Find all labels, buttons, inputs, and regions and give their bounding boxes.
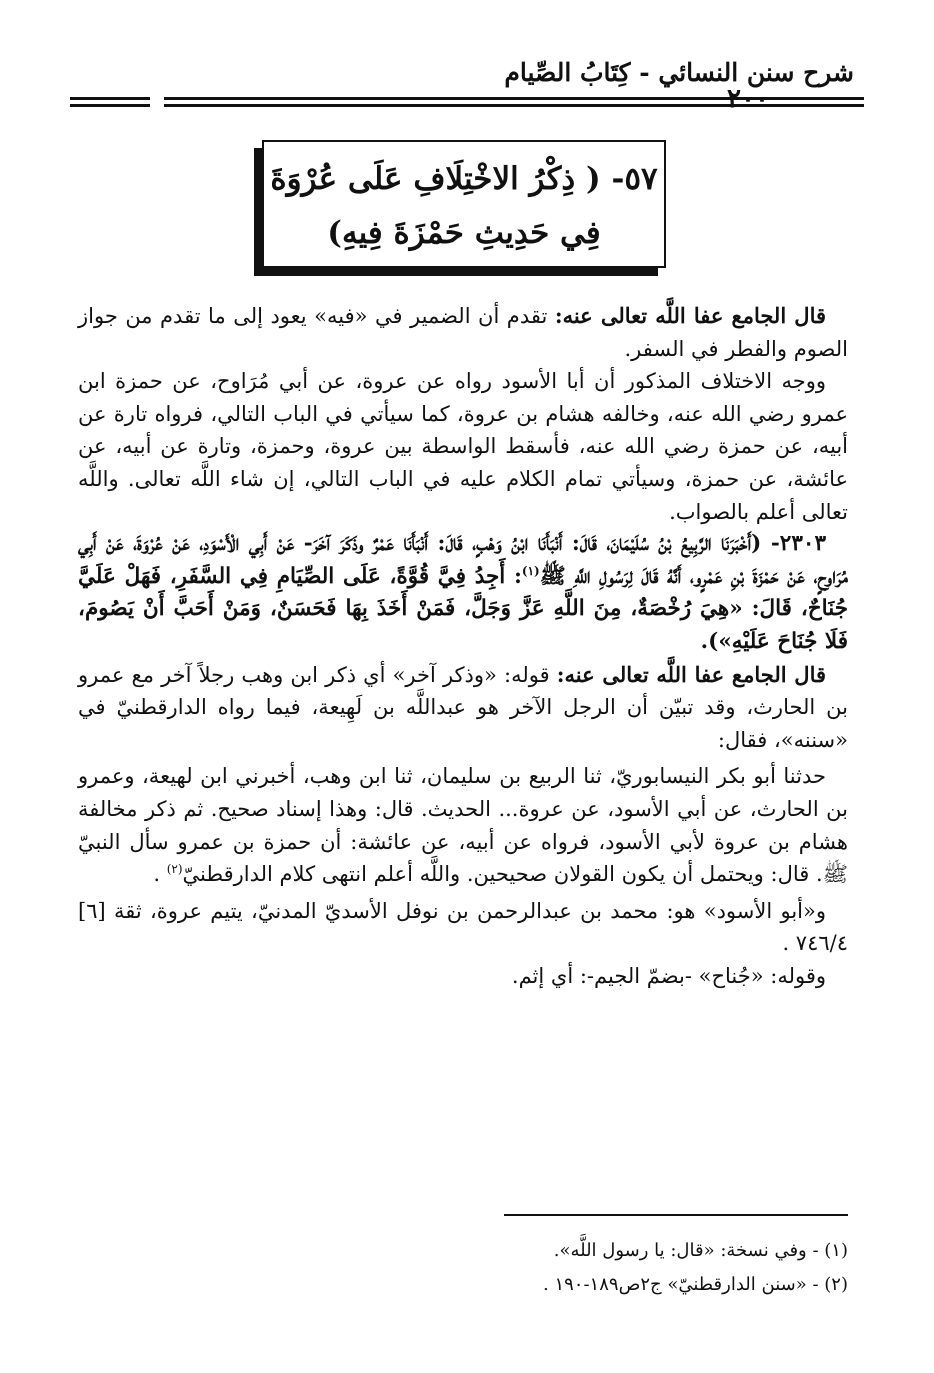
running-title: شرح سنن النسائي - كِتَابُ الصِّيام	[504, 58, 854, 87]
hadith-text-continued: : أَجِدُ فِيَّ قُوَّةً، عَلَى الصِّيَامِ فِي السَّفَرِ، فَهَلْ عَلَيَّ جُنَاحٌ، قَالَ: «هِيَ رُخْصَةٌ، مِنَ اللَّهِ عَزَّ وَجَلَّ، فَمَنْ أَخَذَ بِهَا فَحَسَنٌ، وَمَنْ أَحَبَّ أَنْ يَصُومَ، فَلَا جُنَاحَ عَلَيْهِ»).	[78, 563, 848, 654]
chapter-title-line-1: ٥٧- ( ذِكْرُ الاخْتِلَافِ عَلَى عُرْوَةَ	[270, 161, 658, 197]
author-lead-2: قال الجامع عفا اللَّه تعالى عنه:	[556, 661, 827, 687]
footnote-separator	[504, 1214, 848, 1216]
header-rule-left	[70, 97, 150, 105]
paragraph-5: و«أبو الأسود» هو: محمد بن عبدالرحمن بن نوفل الأسديّ المدنيّ، يتيم عروة، ثقة [٦] ٧٤٦/٤ .	[78, 898, 848, 956]
paragraph-3-text: قوله: «وذكر آخر» أي ذكر ابن وهب رجلاً آخر مع عمرو بن الحارث، وقد تبيّن أن الرجل الآخر هو عبداللَّه بن لَهِيعة، فيما رواه الدارقطنيّ في «سننه»، فقال:	[78, 662, 848, 752]
paragraph-3	[78, 659, 848, 757]
footnote-1: (١) - وفي نسخة: «قال: يا رسول اللَّه».	[553, 1240, 848, 1261]
author-lead: قال الجامع عفا اللَّه تعالى عنه:	[554, 303, 827, 328]
hadith-text: ٢٣٠٣- (أَخْبَرَنَا الرَّبِيعُ بْنُ سُلَيْمَانَ، قَالَ: أَنْبَأَنَا ابْنُ وَهْبٍ، قَالَ: أَنْبَأَنَا عَمْرٌ وذَكَرَ آخَرَ- عَنْ أَبِي الْأَسْوَدِ، عَنْ عُرْوَةَ، عَنْ أَبِي مُرَاوِحٍ، عَنْ حَمْزَةَ بْنِ عَمْرٍو، أَنَّهُ قَالَ لِرَسُولِ اللَّهِ ﷺ	[78, 531, 848, 589]
chapter-title-line-2: فِي حَدِيثِ حَمْزَةَ فِيهِ)	[327, 215, 601, 251]
paragraph-4-end: .	[153, 862, 167, 887]
paragraph-1-text: تقدم أن الضمير في «فيه» يعود إلى ما تقدم من جواز الصوم والفطر في السفر.	[78, 304, 848, 361]
footnotes	[148, 1234, 848, 1302]
paragraph-6: وقوله: «جُناح» -بضمّ الجيم-: أي إثم.	[511, 963, 826, 988]
header-rule-left-thin	[70, 105, 150, 107]
hadith-2303	[78, 528, 848, 658]
footnote-2: (٢) - «سنن الدارقطنيّ» ج٢ص١٨٩-١٩٠ .	[542, 1274, 848, 1295]
footnote-ref-2[interactable]: (٢)	[166, 862, 183, 877]
paragraph-2: ووجه الاختلاف المذكور أن أبا الأسود رواه عن عروة، عن أبي مُرَاوح، عن حمزة ابن عمرو رضي الله عنه، وخالفه هشام بن عروة، كما سيأتي في الباب التالي، فرواه تارة عن أبيه، عن حمزة رضي الله عنه، فأسقط الواسطة بين عروة، وحمزة، وتارة عن أبيه، عن عائشة، عن حمزة، وسيأتي تمام الكلام عليه في الباب التالي، إن شاء اللَّه تعالى. واللَّه تعالى أعلم بالصواب.	[78, 369, 848, 524]
footnote-ref-1[interactable]: (١)	[521, 563, 540, 578]
main-text	[78, 300, 848, 992]
paragraph-1	[78, 300, 848, 365]
paragraph-4	[78, 760, 848, 890]
chapter-title-box	[262, 140, 666, 268]
page-number: ٢٠٠	[727, 84, 769, 114]
paragraph-4-text: حدثنا أبو بكر النيسابوريّ، ثنا الربيع بن سليمان، ثنا ابن وهب، أخبرني ابن لهيعة، وعمرو بن الحارث، عن أبي الأسود، عن عروة... الحديث. قال: وهذا إسناد صحيح. ثم ذكر مخالفة هشام بن عروة لأبي الأسود، فرواه عن أبيه، عن عائشة: أن حمزة بن عمرو سأل النبيّ ﷺ. قال: ويحتمل أن يكون القولان صحيحين. واللَّه أعلم انتهى كلام الدارقطنيّ	[78, 764, 848, 887]
